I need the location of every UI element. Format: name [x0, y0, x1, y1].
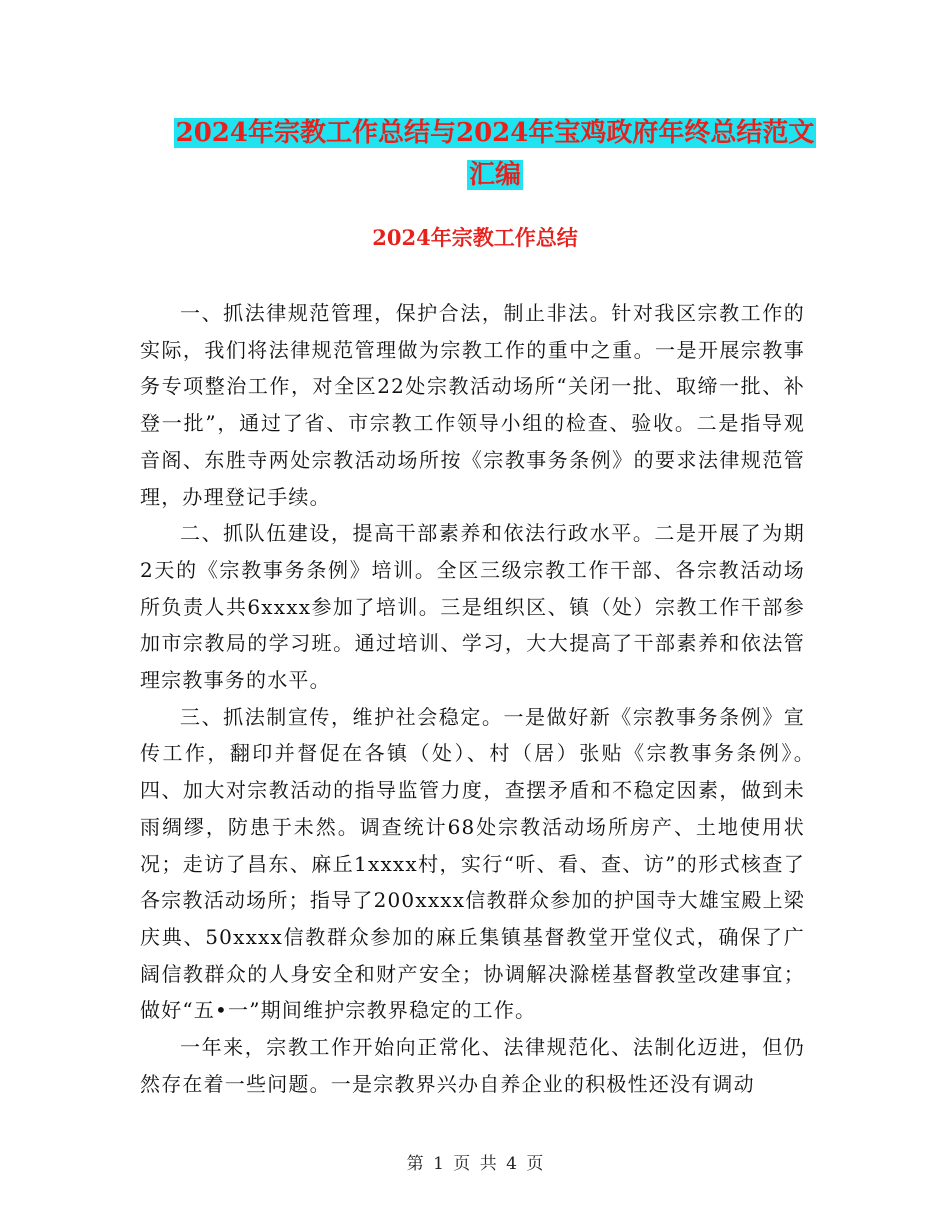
- document-body: [140, 295, 890, 1102]
- page-footer: 第 1 页 共 4 页: [406, 1154, 544, 1174]
- paragraph-4: 一年来，宗教工作开始向正常化、法律规范化、法制化迈进，但仍然存在着一些问题。一是宗教界兴办自养企业的积极性还没有调动: [140, 1035, 805, 1096]
- section-title: 2024年宗教工作总结: [372, 225, 578, 250]
- paragraph-3: 三、抓法制宣传，维护社会稳定。一是做好新《宗教事务条例》宣传工作，翻印并督促在各镇（处）、村（居）张贴《宗教事务条例》。 四、加大对宗教活动的指导监管力度，查摆矛盾和不稳定因素，做到未雨绸缪，防患于未然。调查统计68处宗教活动场所房产、土地使用状况；走访了昌东、麻丘1xxxx村，实行“听、看、查、访”的形式核查了各宗教活动场所；指导了200xxxx信教群众参加的护国寺大雄宝殿上梁庆典、50xxxx信教群众参加的麻丘集镇基督教堂开堂仪式，确保了广阔信教群众的人身安全和财产安全；协调解决滁槎基督教堂改建事宜；做好“五•一”期间维护宗教界稳定的工作。: [140, 704, 890, 1023]
- title-line-1: 2024年宗教工作总结与2024年宝鸡政府年终总结范文: [175, 118, 815, 148]
- paragraph-2: 二、抓队伍建设，提高干部素养和依法行政水平。二是开展了为期2天的《宗教事务条例》培训。全区三级宗教工作干部、各宗教活动场所负责人共6xxxx参加了培训。三是组织区、镇（处）宗教工作干部参加市宗教局的学习班。通过培训、学习，大大提高了干部素养和依法管理宗教事务的水平。: [140, 521, 805, 693]
- title-line-2: 汇编: [468, 160, 521, 190]
- document-title: [150, 112, 840, 196]
- paragraph-1: 一、抓法律规范管理，保护合法，制止非法。针对我区宗教工作的实际，我们将法律规范管理做为宗教工作的重中之重。一是开展宗教事务专项整治工作，对全区22处宗教活动场所“关闭一批、取缔一批、补登一批”，通过了省、市宗教工作领导小组的检查、验收。二是指导观音阁、东胜寺两处宗教活动场所按《宗教事务条例》的要求法律规范管理，办理登记手续。: [140, 301, 805, 509]
